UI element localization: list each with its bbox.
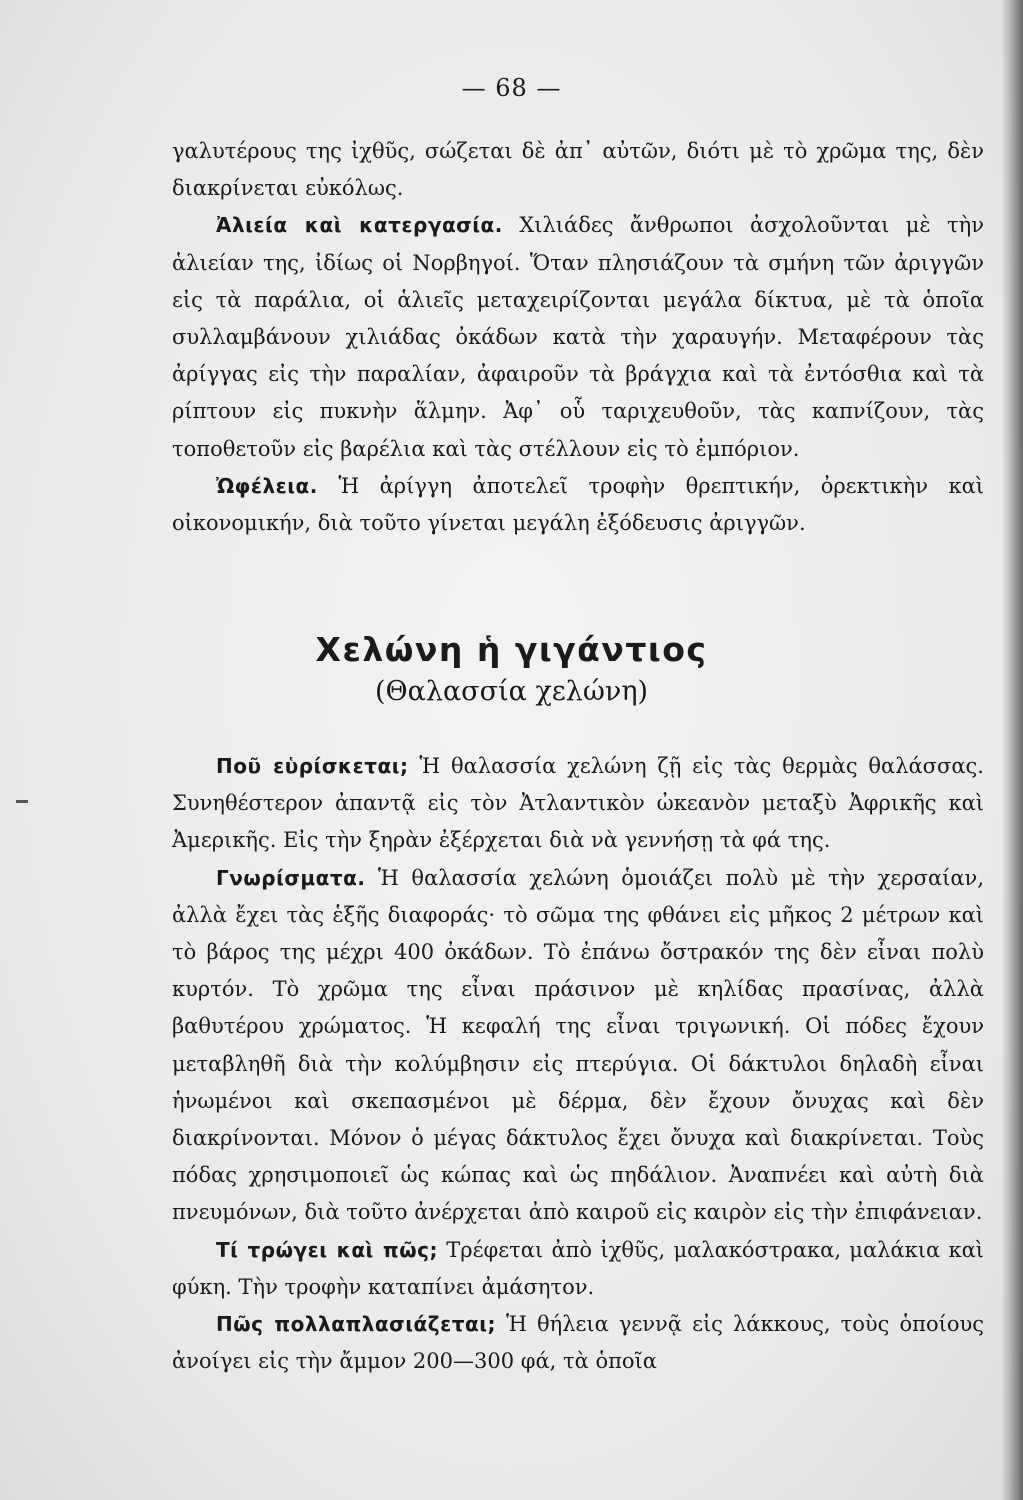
features-heading: Γνωρίσματα. <box>216 865 366 890</box>
turtle-section <box>172 748 984 1380</box>
breeding-heading: Πῶς πολλαπλασιάζεται; <box>216 1312 497 1337</box>
where-heading: Ποῦ εὑρίσκεται; <box>216 754 409 778</box>
continuation-paragraph: γαλυτέρους της ἰχθῦς, σώζεται δὲ ἀπ᾽ αὐτῶν, διότι μὲ τὸ χρῶμα της, δὲν διακρίνεται εὐκόλως. <box>172 139 984 201</box>
breeding-text: Ἡ θήλεια γεννᾷ εἰς λάκκους, τοὺς ὁποίους ἀνοίγει εἰς τὴν ἄμμον 200—300 φά, τὰ ὁποῖα <box>172 1312 984 1374</box>
features-text: Ἡ θαλασσία χελώνη ὁμοιάζει πολὺ μὲ τὴν χερσαίαν, ἀλλὰ ἔχει τὰς ἑξῆς διαφοράς· τὸ σῶμα της φθάνει εἰς μῆκος 2 μέτρων καὶ τὸ βάρος της μέχρι 400 ὀκάδων. Τὸ ἐπάνω ὄστρακόν της δὲν εἶναι πολὺ κυρτόν. Τὸ χρῶμα της εἶναι πράσινον μὲ κηλίδας πρασίνας, ἀλλὰ βαθυτέρου χρώματος. Ἡ κεφαλή της εἶναι τριγωνική. Οἱ πόδες ἔχουν μεταβληθῆ διὰ τὴν κολύμβησιν εἰς πτερύγια. Οἱ δάκτυλοι δηλαδὴ εἶναι ἡνωμένοι καὶ σκεπασμένοι μὲ δέρμα, δὲν ἔχουν ὄνυχας καὶ δὲν διακρίνονται. Μόνον ὁ μέγας δάκτυλος ἔχει ὄνυχα καὶ διακρίνεται. Τοὺς πόδας χρησιμοποιεῖ ὡς κώπας καὶ ὡς πηδάλιον. Ἀναπνέει καὶ αὐτὴ διὰ πνευμόνων, διὰ τοῦτο ἀνέρχεται ἀπὸ καιροῦ εἰς καιρὸν εἰς τὴν ἐπιφάνειαν. <box>172 865 984 1225</box>
fishing-paragraph <box>172 207 984 467</box>
benefit-text: Ἡ ἀρίγγη ἀποτελεῖ τροφὴν θρεπτικήν, ὀρεκτικὴν καὶ οἰκονομικήν, διὰ τοῦτο γίνεται μεγάλη ἐξόδευσις ἀριγγῶν. <box>172 473 984 536</box>
article-title: Χελώνη ἡ γιγάντιος <box>315 630 708 669</box>
article-subtitle: (Θαλασσία χελώνη) <box>374 676 649 707</box>
benefit-paragraph <box>172 468 984 542</box>
fishing-heading: Ἀλιεία καὶ κατεργασία. <box>216 213 503 238</box>
where-paragraph <box>172 748 984 860</box>
page-number: — 68 — <box>461 74 562 102</box>
food-text: Τρέφεται ἀπὸ ἰχθῦς, μαλακόστρακα, μαλάκια καὶ φύκη. Τὴν τροφὴν καταπίνει ἀμάσητον. <box>172 1237 984 1299</box>
food-heading: Τί τρώγει καὶ πῶς; <box>216 1237 438 1262</box>
fishing-text: Χιλιάδες ἄνθρωποι ἀσχολοῦνται μὲ τὴν ἁλιείαν της, ἰδίως οἱ Νορβηγοί. Ὅταν πλησιάζουν τὰ σμήνη τῶν ἀριγγῶν εἰς τὰ παράλια, οἱ ἁλιεῖς μεταχειρίζονται μεγάλα δίκτυα, μὲ τὰ ὁποῖα συλλαμβάνουν χιλιάδας ὀκάδων κατὰ τὴν χαραυγήν. Μεταφέρουν τὰς ἀρίγγας εἰς τὴν παραλίαν, ἀφαιροῦν τὰ βράγχια καὶ τὰ ἐντόσθια καὶ τὰ ρίπτουν εἰς πυκνὴν ἅλμην. Ἀφ᾽ οὗ ταριχευθοῦν, τὰς καπνίζουν, τὰς τοποθετοῦν εἰς βαρέλια καὶ τὰς στέλλουν εἰς τὸ ἐμπόριον. <box>172 213 984 461</box>
benefit-heading: Ὠφέλεια. <box>216 473 318 498</box>
herring-section <box>172 133 984 542</box>
where-text: Ἡ θαλασσία χελώνη ζῇ εἰς τὰς θερμὰς θαλάσσας. Συνηθέστερον ἀπαντᾷ εἰς τὸν Ἀτλαντικὸν ὠκεανὸν μεταξὺ Ἀφρικῆς καὶ Ἀμερικῆς. Εἰς τὴν ξηρὰν ἐξέρχεται διὰ νὰ γεννήσῃ τὰ φά της. <box>172 754 984 853</box>
breeding-paragraph <box>172 1306 984 1380</box>
features-paragraph <box>172 860 984 1232</box>
food-paragraph <box>172 1232 984 1306</box>
page-edge-shadow <box>1001 0 1023 1500</box>
margin-mark <box>16 800 28 803</box>
